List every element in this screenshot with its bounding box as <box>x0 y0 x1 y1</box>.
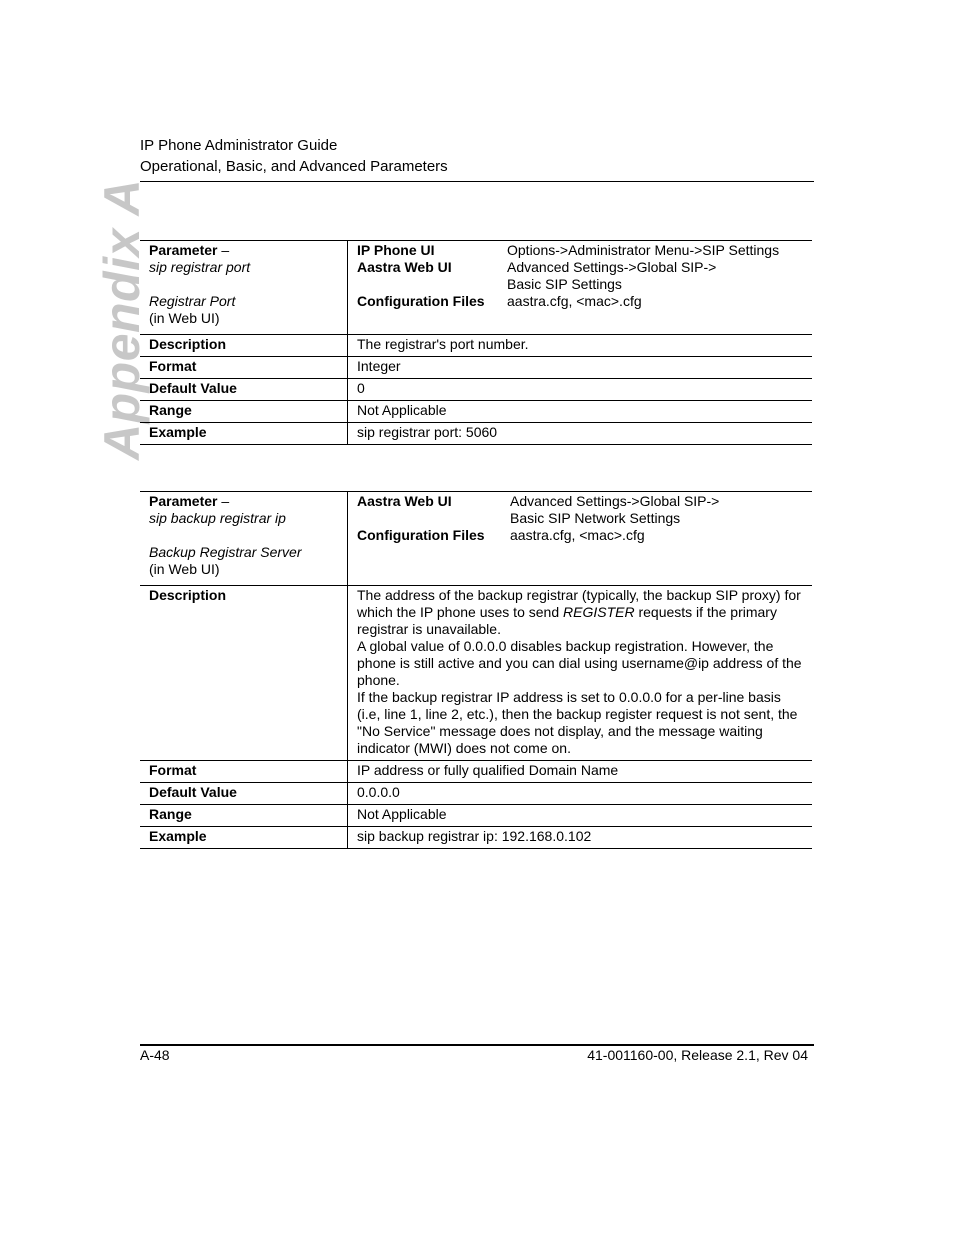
parameter-label: Parameter <box>149 493 218 509</box>
document-id: 41-001160-00, Release 2.1, Rev 04 <box>587 1047 808 1063</box>
row-label: Format <box>140 761 348 783</box>
table-row <box>140 241 812 335</box>
description-value <box>348 586 813 761</box>
description-paragraph: If the backup registrar IP address is set to 0.0.0.0 for a per-line basis (i.e, line 1, line 2, etc.), then the backup register request is not sent, the "No Service" message does not display, and the message waiting indicator (MWI) does not come on. <box>357 689 798 756</box>
row-label: Default Value <box>140 783 348 805</box>
location-row <box>357 293 808 310</box>
page-header <box>140 135 814 177</box>
footer-rule <box>140 1044 814 1046</box>
parameter-name: sip registrar port <box>149 259 251 275</box>
location-key: Configuration Files <box>357 293 485 309</box>
location-value: Advanced Settings->Global SIP-> <box>507 259 717 275</box>
row-value: The registrar's port number. <box>348 335 813 357</box>
locations-cell <box>348 241 813 335</box>
table-row <box>140 357 812 379</box>
ui-note: (in Web UI) <box>149 310 220 326</box>
description-paragraph: A global value of 0.0.0.0 disables backup registration. However, the phone is still active and you can dial using username@ip address of the phone. <box>357 638 802 688</box>
location-row <box>357 259 808 293</box>
table-row <box>140 401 812 423</box>
row-label: Example <box>140 827 348 849</box>
row-label: Range <box>140 401 348 423</box>
parameter-table-sip-registrar-port <box>140 240 812 445</box>
table-row <box>140 492 812 586</box>
header-subtitle: Operational, Basic, and Advanced Parameters <box>140 158 448 175</box>
location-key: IP Phone UI <box>357 242 435 258</box>
header-rule <box>140 181 814 182</box>
table-row <box>140 335 812 357</box>
table-row <box>140 379 812 401</box>
table-row <box>140 827 812 849</box>
table-row <box>140 423 812 445</box>
parameter-cell <box>140 241 348 335</box>
location-key: Aastra Web UI <box>357 259 452 275</box>
row-value: Not Applicable <box>348 401 813 423</box>
appendix-side-label: Appendix A <box>94 179 150 460</box>
table-row <box>140 586 812 761</box>
ui-note: (in Web UI) <box>149 561 220 577</box>
row-value: 0 <box>348 379 813 401</box>
location-value: aastra.cfg, <mac>.cfg <box>510 527 645 543</box>
row-value: Integer <box>348 357 813 379</box>
table-row <box>140 761 812 783</box>
location-row <box>357 242 808 259</box>
row-label: Default Value <box>140 379 348 401</box>
row-value: sip backup registrar ip: 192.168.0.102 <box>348 827 813 849</box>
row-value: sip registrar port: 5060 <box>348 423 813 445</box>
table-row <box>140 805 812 827</box>
table-row <box>140 783 812 805</box>
parameter-cell <box>140 492 348 586</box>
description-paragraph: The address of the backup registrar (typically, the backup SIP proxy) for which the IP phone uses to send REGISTER requests if the primary registrar is unavailable. <box>357 587 801 637</box>
row-value: Not Applicable <box>348 805 813 827</box>
row-label: Description <box>140 586 348 761</box>
location-row <box>357 527 808 544</box>
location-key: Aastra Web UI <box>357 493 452 509</box>
parameter-label: Parameter <box>149 242 218 258</box>
row-label: Example <box>140 423 348 445</box>
row-label: Description <box>140 335 348 357</box>
location-value-cont: Basic SIP Settings <box>507 276 622 292</box>
row-value: 0.0.0.0 <box>348 783 813 805</box>
row-label: Format <box>140 357 348 379</box>
row-value: IP address or fully qualified Domain Name <box>348 761 813 783</box>
row-label: Range <box>140 805 348 827</box>
parameter-name: sip backup registrar ip <box>149 510 286 526</box>
parameter-table-sip-backup-registrar-ip <box>140 491 812 849</box>
ui-name: Backup Registrar Server <box>149 544 302 560</box>
location-value: Advanced Settings->Global SIP-> <box>510 493 720 509</box>
location-row <box>357 493 808 527</box>
header-title: IP Phone Administrator Guide <box>140 137 338 154</box>
location-key: Configuration Files <box>357 527 485 543</box>
page-number: A-48 <box>140 1047 170 1063</box>
ui-name: Registrar Port <box>149 293 236 309</box>
location-value: Options->Administrator Menu->SIP Settings <box>507 242 780 258</box>
parameter-dash: – <box>217 493 230 509</box>
location-value: aastra.cfg, <mac>.cfg <box>507 293 642 309</box>
location-value-cont: Basic SIP Network Settings <box>510 510 681 526</box>
parameter-dash: – <box>217 242 230 258</box>
locations-cell <box>348 492 813 586</box>
